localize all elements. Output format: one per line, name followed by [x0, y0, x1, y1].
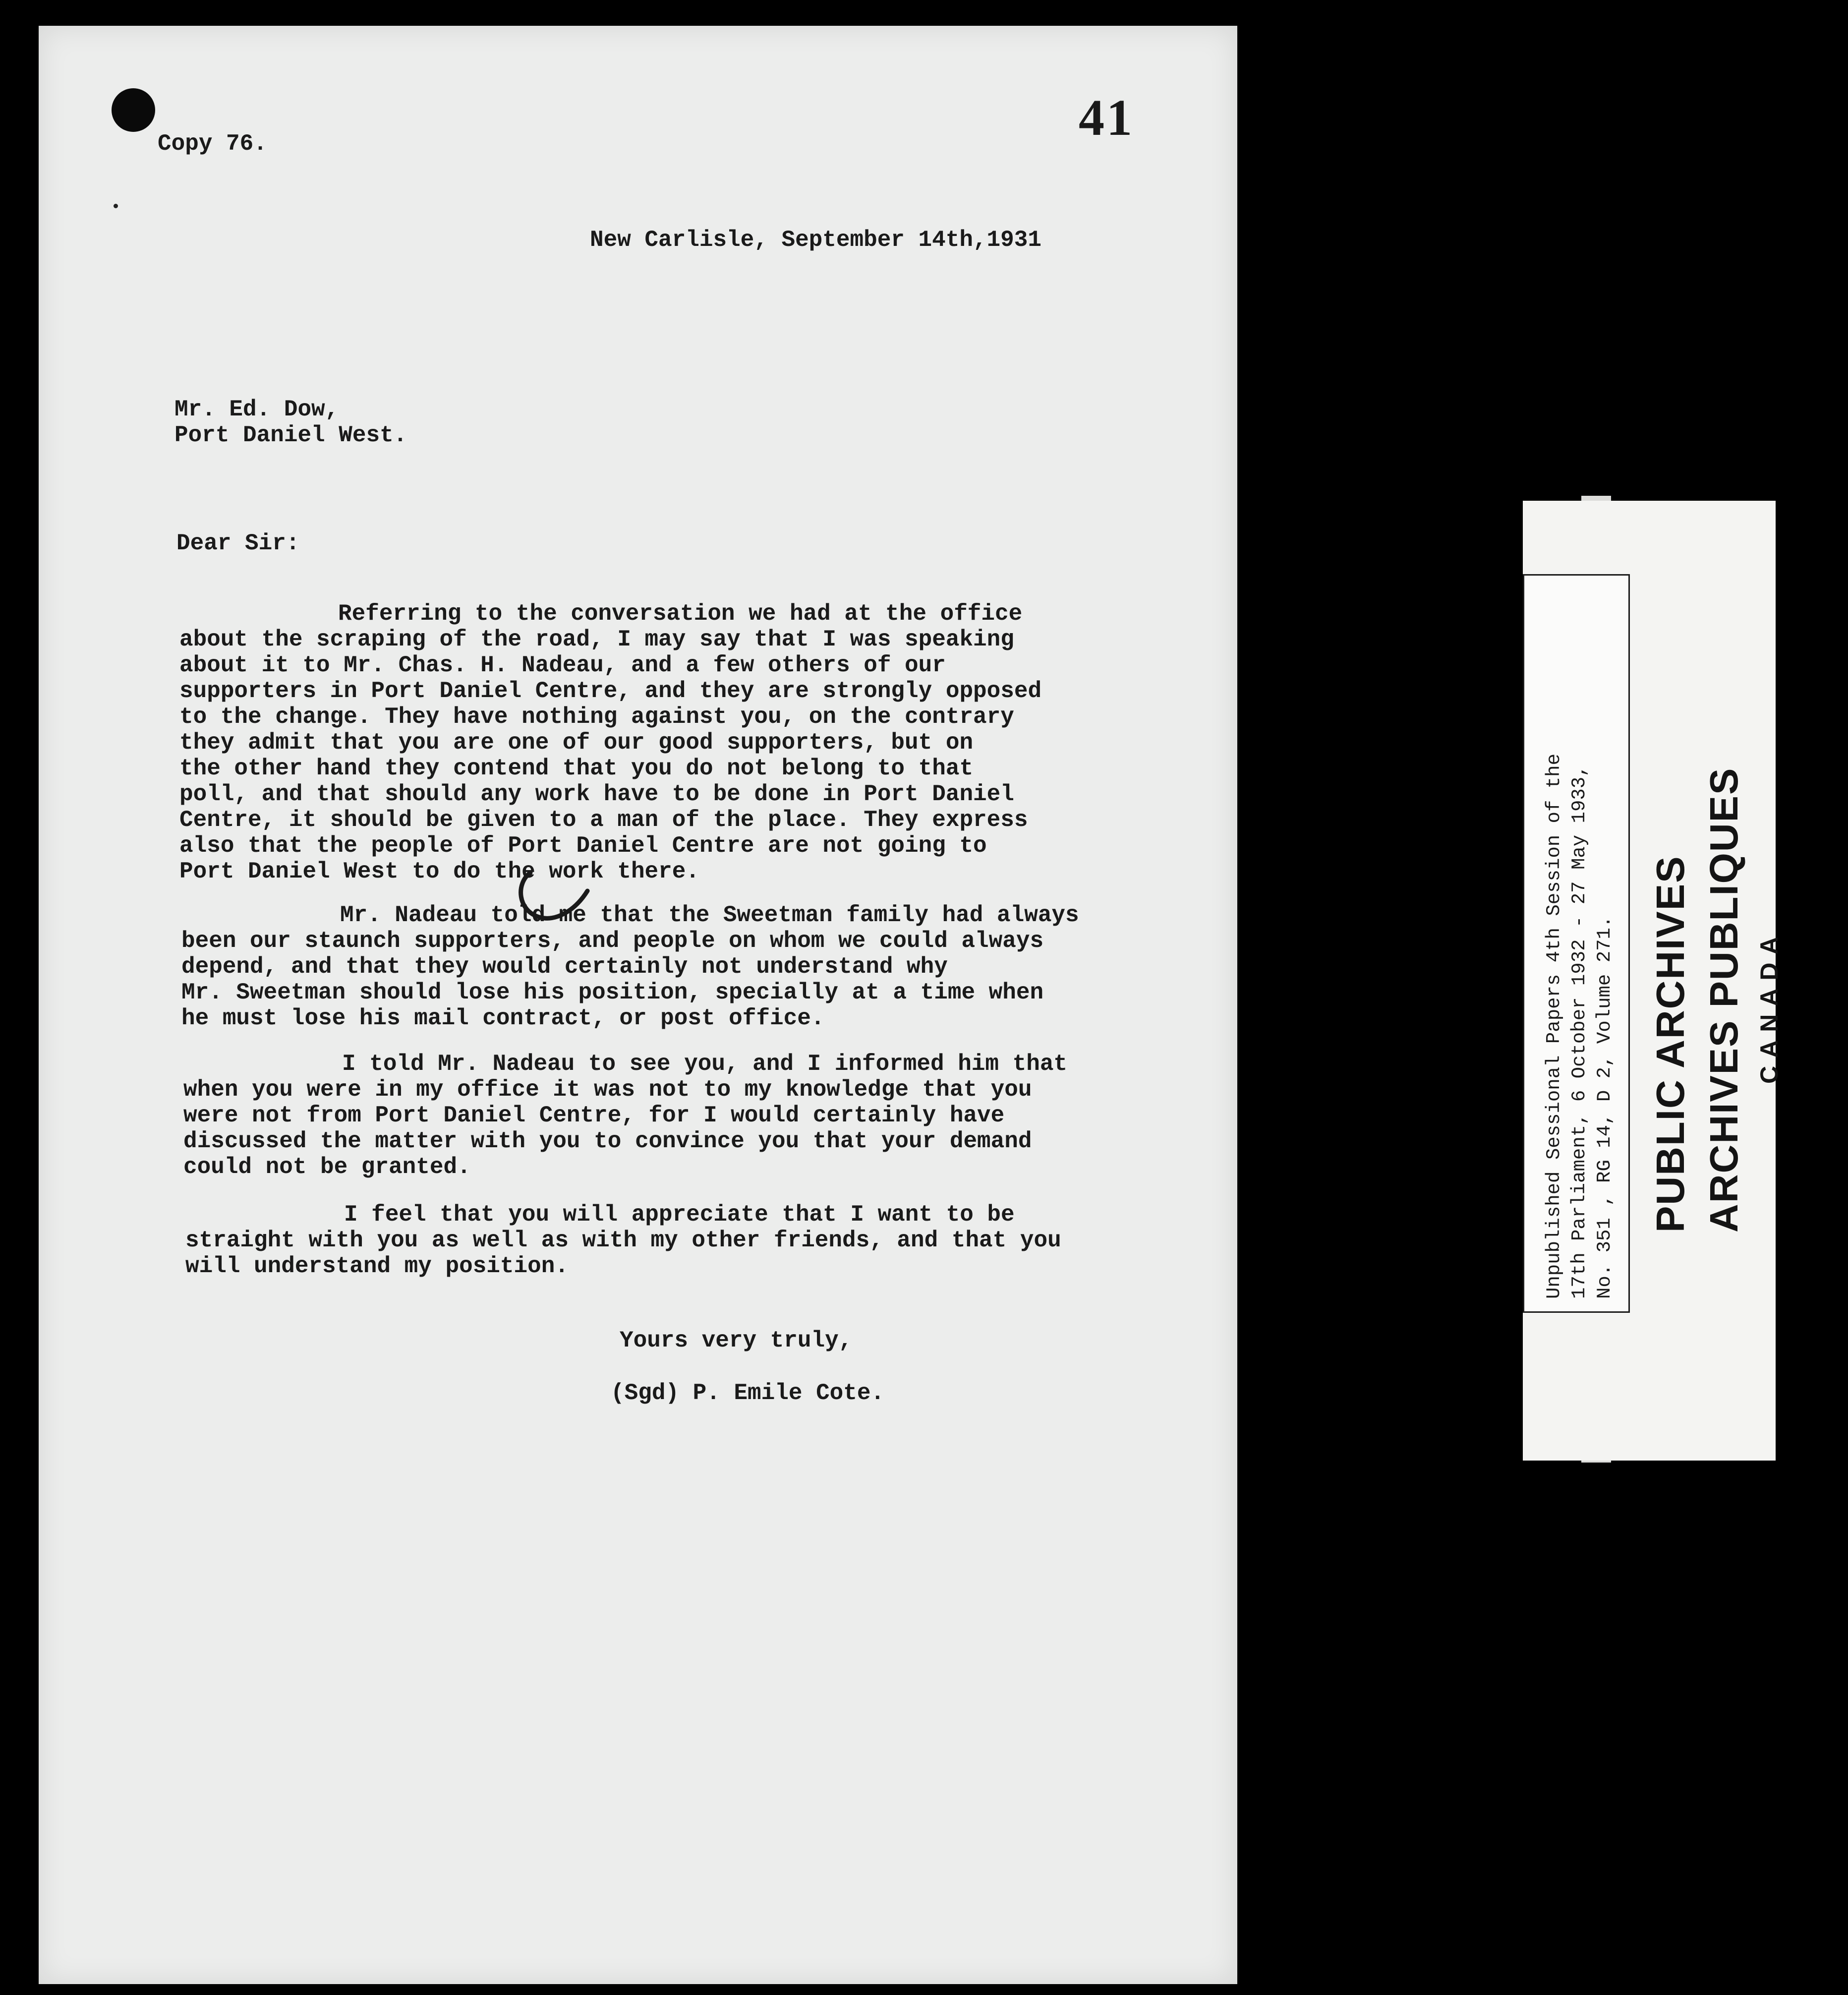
text-line: discussed the matter with you to convince you that your demand — [183, 1128, 1032, 1154]
body-paragraph-1 — [179, 601, 1041, 884]
paper-speck — [114, 204, 118, 208]
text-line: about the scraping of the road, I may say that I was speaking — [179, 627, 1014, 652]
text-line: could not be granted. — [183, 1154, 471, 1180]
dateline: New Carlisle, September 14th,1931 — [590, 227, 1041, 253]
text-line: when you were in my office it was not to my knowledge that you — [183, 1077, 1032, 1103]
citation-line: 17th Parliament, 6 October 1932 - 27 May 1933, — [1568, 765, 1590, 1299]
page-number: 41 — [1079, 89, 1134, 146]
recipient-place: Port Daniel West. — [174, 422, 407, 448]
text-line: Centre, it should be given to a man of the place. They express — [179, 807, 1028, 833]
text-line: Port Daniel West to do the work there. — [179, 859, 699, 884]
punch-hole — [112, 88, 155, 132]
salutation: Dear Sir: — [176, 530, 300, 556]
recipient-address — [174, 397, 407, 448]
text-line: poll, and that should any work have to be done in Port Daniel — [179, 781, 1014, 807]
text-line: Mr. Nadeau told me that the Sweetman family had always — [340, 902, 1079, 928]
stamp-line-english: PUBLIC ARCHIVES — [1648, 855, 1692, 1232]
body-paragraph-4 — [185, 1202, 1061, 1279]
text-line: will understand my position. — [185, 1253, 569, 1279]
text-line: I told Mr. Nadeau to see you, and I informed him that — [342, 1051, 1068, 1077]
text-line: they admit that you are one of our good supporters, but on — [179, 730, 974, 756]
text-line: Referring to the conversation we had at the office — [338, 601, 1023, 627]
recipient-name: Mr. Ed. Dow, — [174, 397, 339, 422]
text-line: about it to Mr. Chas. H. Nadeau, and a few others of our — [179, 652, 946, 678]
archive-citation — [1542, 585, 1617, 1299]
text-line: supporters in Port Daniel Centre, and they are strongly opposed — [179, 678, 1042, 704]
signature: (Sgd) P. Emile Cote. — [611, 1380, 885, 1406]
text-line: to the change. They have nothing against you, on the contrary — [179, 704, 1014, 730]
text-line: were not from Port Daniel Centre, for I would certainly have — [183, 1103, 1005, 1128]
text-line: depend, and that they would certainly not understand why — [181, 954, 948, 980]
text-line: also that the people of Port Daniel Centre are not going to — [179, 833, 987, 859]
body-paragraph-2 — [181, 902, 1079, 1031]
archives-stamp — [1644, 687, 1788, 1232]
body-paragraph-3 — [183, 1051, 1067, 1180]
text-line: the other hand they contend that you do not belong to that — [179, 756, 974, 781]
pen-mark — [501, 864, 600, 933]
text-line: straight with you as well as with my other friends, and that you — [185, 1228, 1061, 1253]
citation-line: Unpublished Sessional Papers 4th Session of the — [1543, 754, 1565, 1299]
stamp-line-country: CANADA — [1755, 929, 1783, 1084]
text-line: he must lose his mail contract, or post office. — [181, 1005, 825, 1031]
text-line: I feel that you will appreciate that I want to be — [344, 1202, 1015, 1228]
text-line: Mr. Sweetman should lose his position, specially at a time when — [181, 980, 1044, 1005]
copy-label: Copy 76. — [158, 131, 267, 157]
text-line: been our staunch supporters, and people on whom we could always — [181, 928, 1044, 954]
closing: Yours very truly, — [620, 1328, 853, 1353]
stamp-line-french: ARCHIVES PUBLIQUES — [1702, 767, 1746, 1232]
citation-line: No. 351 , RG 14, D 2, Volume 271. — [1594, 916, 1616, 1299]
